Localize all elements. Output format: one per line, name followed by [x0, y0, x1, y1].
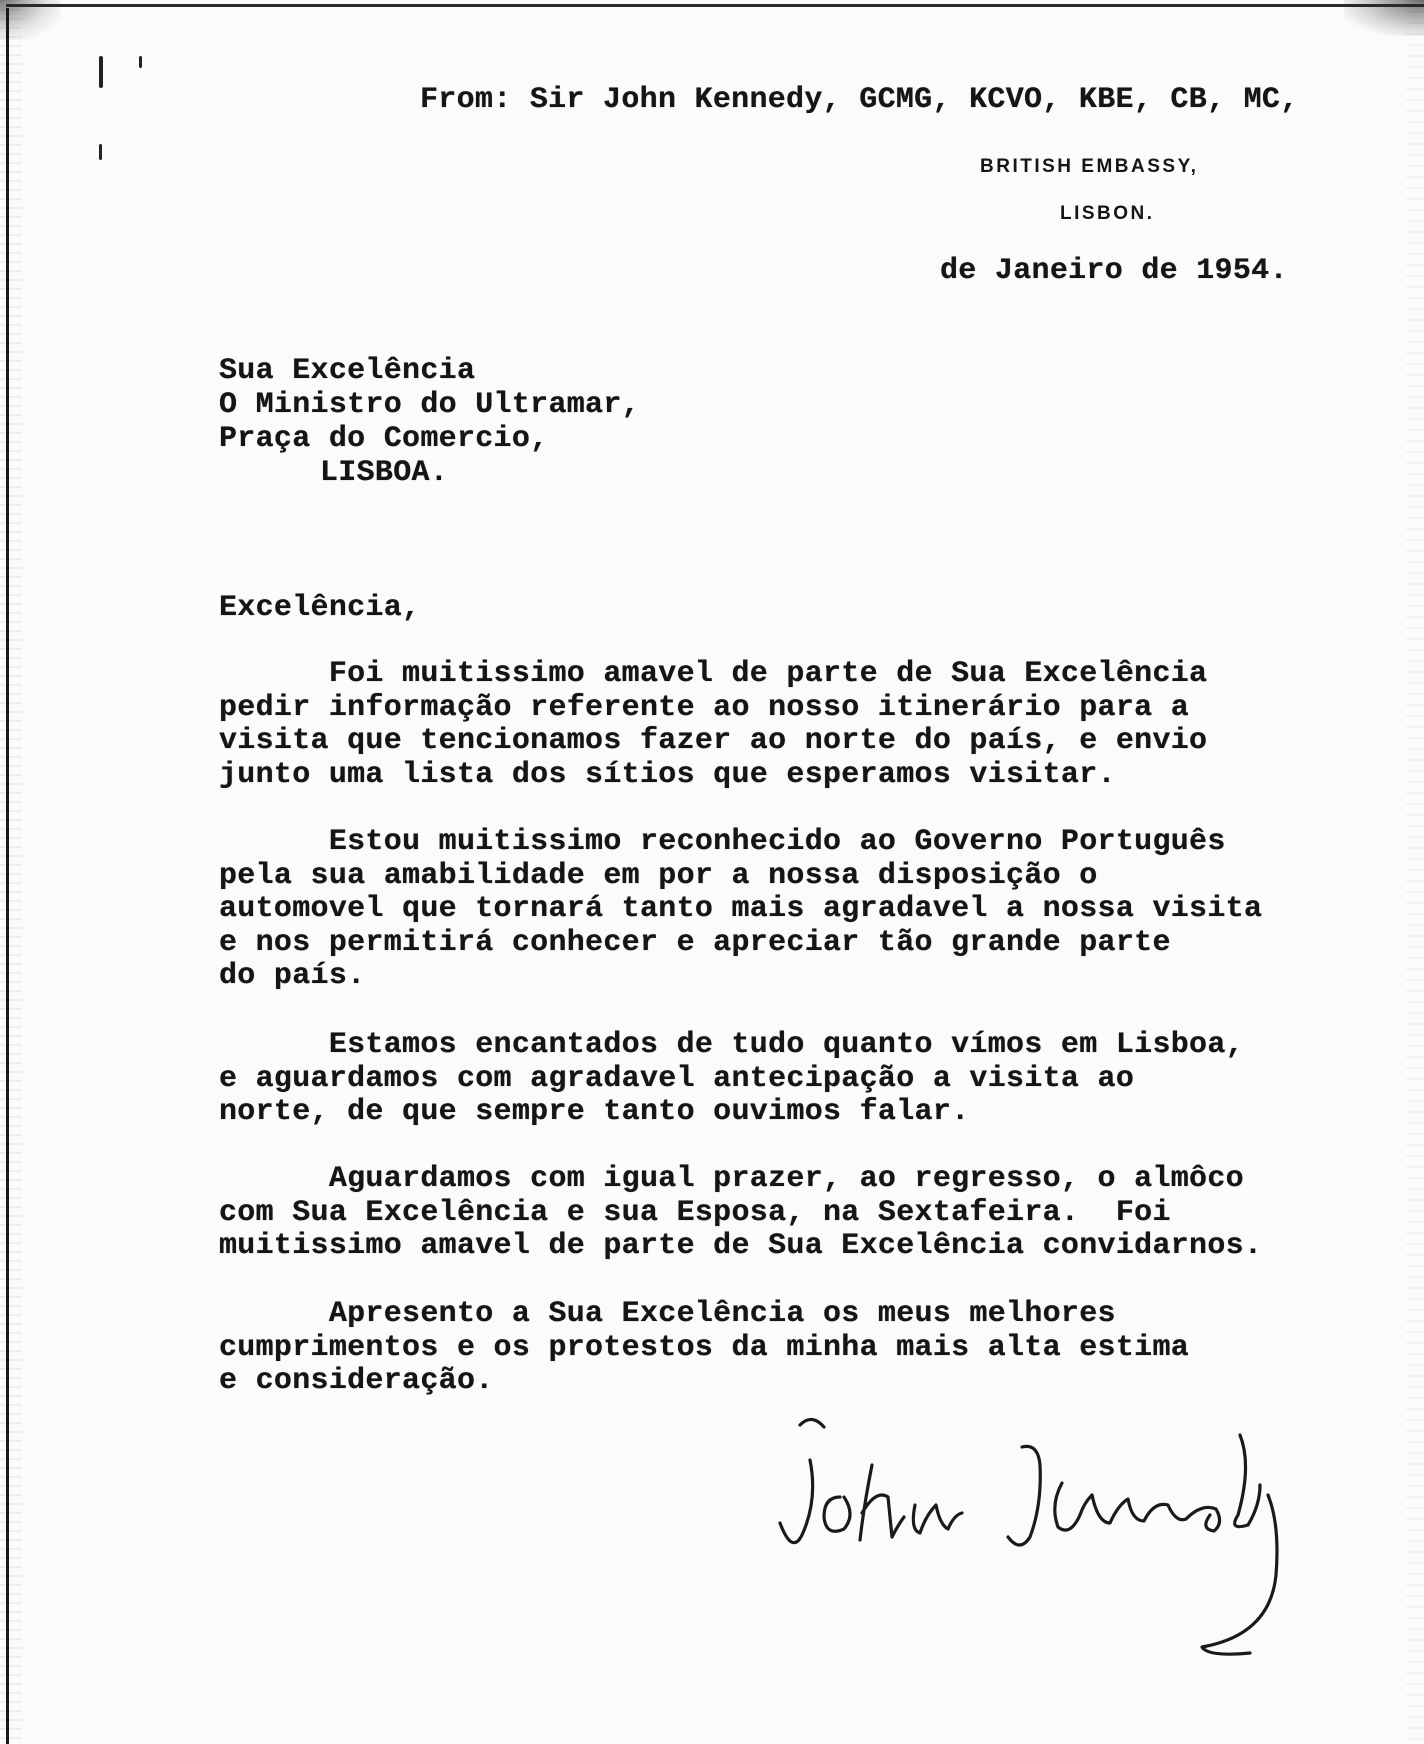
paragraph-line: Estou muitissimo reconhecido ao Governo Português — [219, 825, 1226, 859]
letterhead-embassy: BRITISH EMBASSY, — [980, 156, 1199, 177]
salutation: Excelência, — [219, 591, 421, 625]
closing-paragraph — [219, 1298, 1189, 1399]
body-paragraph — [219, 1163, 1262, 1264]
scan-edge-noise — [1406, 0, 1424, 1744]
letterhead-city: LISBON. — [1060, 203, 1155, 224]
scan-border-top — [6, 4, 1424, 7]
paragraph-line: norte, de que sempre tanto ouvimos falar. — [219, 1095, 970, 1129]
paragraph-line: Estamos encantados de tudo quanto vímos em Lisboa, — [219, 1028, 1244, 1062]
paragraph-line: e consideração. — [219, 1364, 494, 1398]
punch-mark — [99, 144, 102, 160]
body-paragraph — [219, 658, 1207, 792]
paragraph-line: pela sua amabilidade em por a nossa disposição o — [219, 858, 1098, 893]
paragraph-line: junto uma lista dos sítios que esperamos visitar. — [219, 757, 1116, 792]
body-paragraph — [219, 1029, 1244, 1130]
paragraph-line: com Sua Excelência e sua Esposa, na Sextafeira. Foi — [219, 1195, 1171, 1230]
body-paragraph — [219, 826, 1262, 994]
punch-mark — [139, 56, 142, 68]
paragraph-line: Foi muitissimo amavel de parte de Sua Excelência — [219, 657, 1208, 691]
paragraph-line: e nos permitirá conhecer e apreciar tão grande parte — [219, 925, 1171, 960]
paragraph-line: Apresento a Sua Excelência os meus melhores — [219, 1297, 1116, 1331]
sender-line: From: Sir John Kennedy, GCMG, KCVO, KBE, CB, MC, — [420, 83, 1299, 117]
punch-mark — [99, 56, 103, 88]
paragraph-line: pedir informação referente ao nosso itinerário para a — [219, 690, 1190, 725]
paragraph-line: Aguardamos com igual prazer, ao regresso, o almôco — [219, 1162, 1244, 1196]
paragraph-line: e aguardamos com agradavel antecipação a visita ao — [219, 1061, 1135, 1096]
recipient-line: Praça do Comercio, — [219, 422, 549, 456]
recipient-line: O Ministro do Ultramar, — [219, 388, 640, 422]
recipient-city: LISBOA. — [320, 456, 449, 490]
scan-border-left — [6, 8, 9, 1744]
paragraph-line: muitissimo amavel de parte de Sua Excelência convidarnos. — [219, 1229, 1263, 1263]
paragraph-line: cumprimentos e os protestos da minha mais alta estima — [219, 1330, 1190, 1365]
paragraph-line: automovel que tornará tanto mais agradavel a nossa visita — [219, 892, 1263, 926]
recipient-line: Sua Excelência — [219, 354, 476, 388]
paragraph-line: do país. — [219, 959, 366, 993]
paragraph-line: visita que tencionamos fazer ao norte do país, e envio — [219, 724, 1208, 758]
letter-date: de Janeiro de 1954. — [940, 254, 1288, 288]
scan-edge-noise — [0, 0, 22, 1744]
handwritten-signature — [740, 1405, 1360, 1665]
